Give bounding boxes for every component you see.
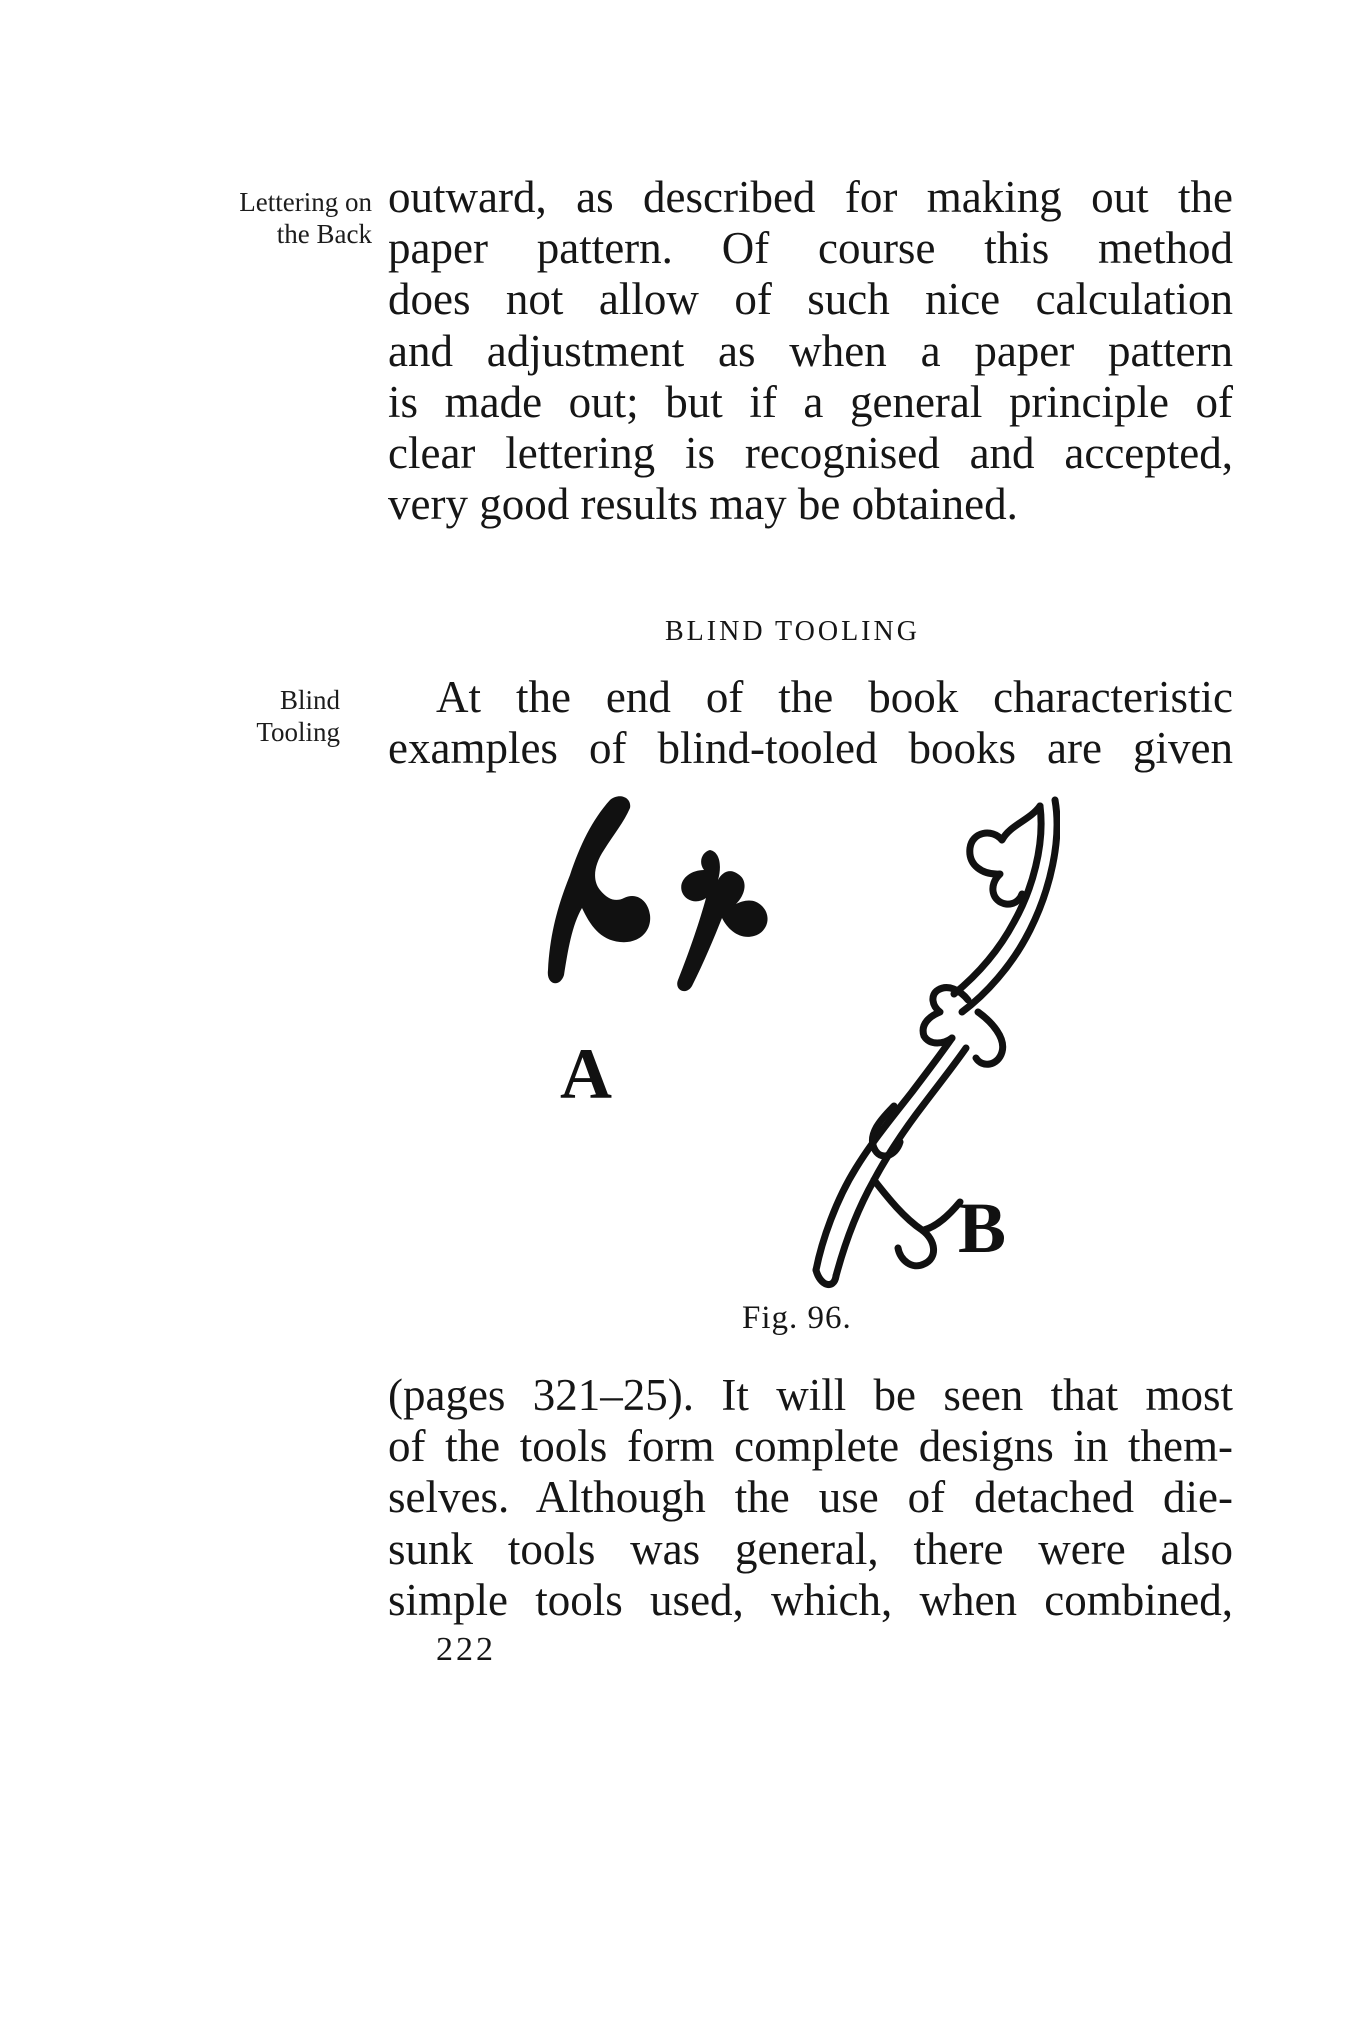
tool-a-right-shape [677,850,767,991]
paragraph-blind-tooling [388,672,1233,774]
margin-note-line: Tooling [256,717,340,747]
figure-caption: Fig. 96. [742,1300,852,1336]
page-number: 222 [436,1631,496,1668]
paragraph-continued [388,1370,1233,1626]
figure-label-b: B [958,1188,1007,1268]
text-line: simple tools used, which, when combined, [388,1574,1233,1625]
margin-note-line: Blind [279,685,340,715]
margin-note-lettering [150,186,372,250]
figure-96 [540,790,1060,1310]
section-heading: BLIND TOOLING [665,616,920,647]
tool-a-left-shape [548,796,650,983]
tool-b-illustration [816,800,1057,1285]
text-line: (pages 321–25). It will be seen that most [388,1370,1233,1420]
text-line: clear lettering is recognised and accepted, [388,428,1233,479]
text-line: outward, as described for making out the [388,172,1233,222]
margin-note-line: the Back [276,219,372,249]
text-line: selves. Although the use of detached die- [388,1472,1233,1523]
margin-note-blind-tooling [150,684,340,748]
text-line: is made out; but if a general principle of [388,376,1233,427]
paragraph-lettering [388,172,1233,530]
text-line: examples of blind-tooled books are given [388,723,1233,774]
figure-label-a: A [560,1034,612,1114]
text-line: sunk tools was general, there were also [388,1523,1233,1574]
text-line: does not allow of such nice calculation [388,274,1233,325]
text-line: paper pattern. Of course this method [388,223,1233,274]
tool-a-illustration [548,796,768,991]
text-line: and adjustment as when a paper pattern [388,325,1233,376]
text-line: At the end of the book characteristic [436,672,1233,722]
text-line: very good results may be obtained. [388,479,1018,530]
text-line: of the tools form complete designs in them- [388,1421,1233,1472]
margin-note-line: Lettering on [239,187,372,217]
